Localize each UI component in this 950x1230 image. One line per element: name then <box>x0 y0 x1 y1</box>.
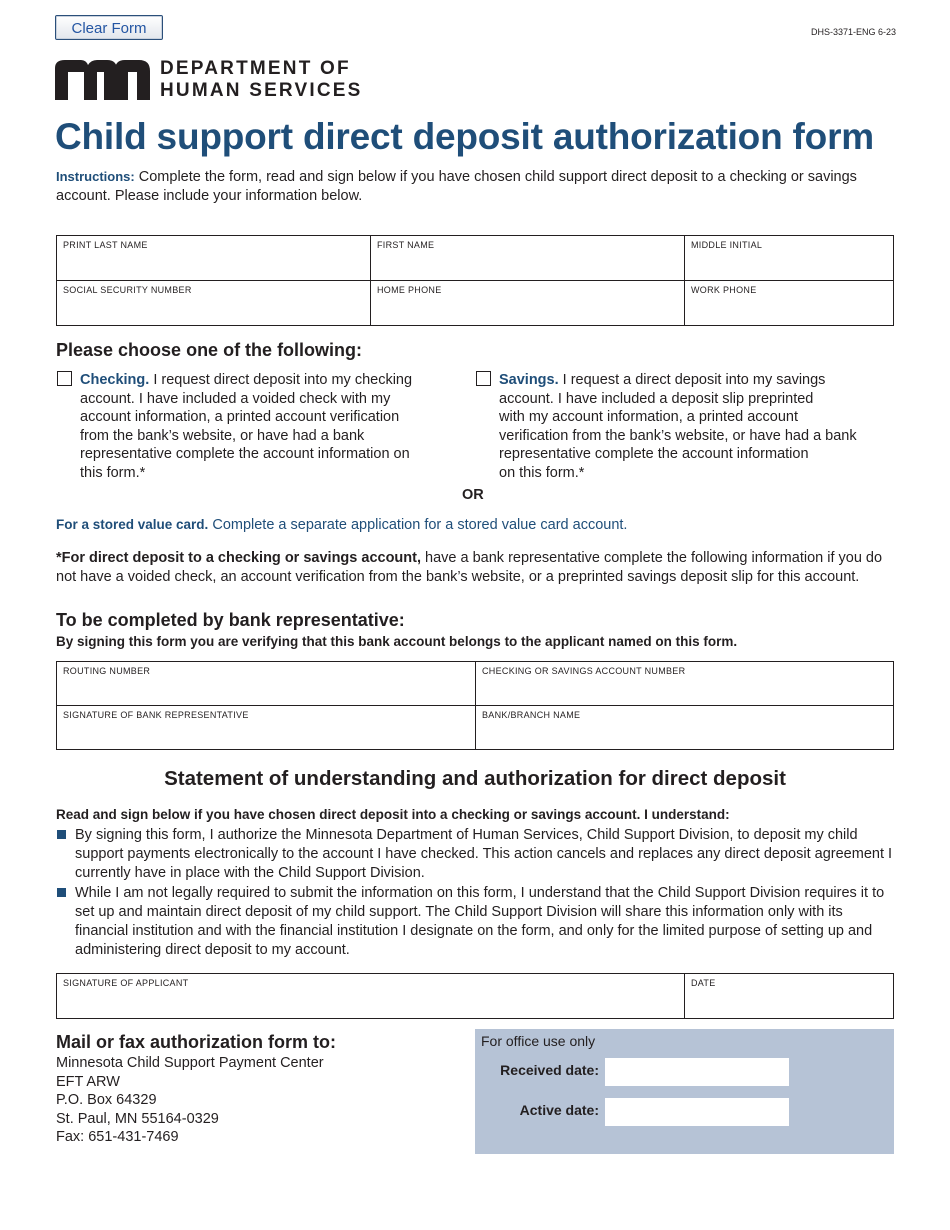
savings-line-1: I request a direct deposit into my savings <box>562 372 826 388</box>
page-title: Child support direct deposit authorization form <box>55 116 874 157</box>
bank-branch-label: BANK/BRANCH NAME <box>482 710 581 720</box>
routing-number-label: ROUTING NUMBER <box>63 666 151 676</box>
dept-line-1: DEPARTMENT OF <box>160 58 351 79</box>
received-date-label: Received date: <box>500 1062 599 1078</box>
home-phone-label: HOME PHONE <box>377 285 442 295</box>
instructions-lead: Instructions: <box>56 169 135 184</box>
checking-line-3: account information, a printed account verification <box>80 409 400 425</box>
mail-heading: Mail or fax authorization form to: <box>56 1032 337 1052</box>
choose-heading: Please choose one of the following: <box>56 340 363 360</box>
savings-label: Savings. <box>499 372 559 388</box>
home-phone-field[interactable] <box>371 281 685 325</box>
work-phone-label: WORK PHONE <box>691 285 757 295</box>
bullet-square-icon <box>57 888 66 897</box>
checking-checkbox[interactable] <box>57 371 72 386</box>
office-use-title: For office use only <box>481 1033 596 1049</box>
last-name-label: PRINT LAST NAME <box>63 240 148 250</box>
mail-line-5: Fax: 651-431-7469 <box>56 1129 179 1145</box>
received-date-input[interactable] <box>605 1058 789 1086</box>
bank-rep-signature-field[interactable] <box>57 706 476 749</box>
first-name-label: FIRST NAME <box>377 240 435 250</box>
active-date-label: Active date: <box>519 1102 599 1118</box>
dept-line-2: HUMAN SERVICES <box>160 80 363 101</box>
bullet-1-text: By signing this form, I authorize the Minnesota Department of Human Services, Child Support Division, to deposit my child support payments electronically to the account I have checked. This action cancels and replaces any direct deposit agreement I currently have in place with the Child Support Division. <box>75 827 893 881</box>
direct-deposit-note <box>56 549 896 586</box>
routing-number-field[interactable] <box>57 662 476 706</box>
mail-line-3: P.O. Box 64329 <box>56 1092 157 1108</box>
bullet-2-text: While I am not legally required to submit the information on this form, I understand that the Child Support Division requires it to set up and maintain direct deposit of my child support. The Child Support Division will share this information only with its financial institution and with the financial institution I designate on the form, and only for the limited purpose of setting up and administering direct deposit to my account. <box>75 885 885 958</box>
date-label: DATE <box>691 978 716 988</box>
first-name-field[interactable] <box>371 236 685 281</box>
checking-option <box>80 371 460 482</box>
form-code: DHS-3371-ENG 6-23 <box>810 27 896 37</box>
savings-line-2: account. I have included a deposit slip preprinted <box>499 390 814 407</box>
date-field[interactable] <box>685 974 893 1018</box>
savings-line-6: on this form.* <box>499 464 585 481</box>
bank-heading: To be completed by bank representative: <box>56 610 405 630</box>
last-name-field[interactable] <box>57 236 371 281</box>
bank-info-table <box>56 661 894 750</box>
checking-line-2: account. I have included a voided check with my <box>80 390 391 407</box>
bullet-square-icon <box>57 830 66 839</box>
work-phone-field[interactable] <box>685 281 893 325</box>
statement-bullets <box>56 826 898 962</box>
checking-line-4: from the bank’s website, or have had a bank <box>80 427 365 444</box>
mn-logo-icon <box>55 60 150 100</box>
bank-subheading: By signing this form you are verifying that this bank account belongs to the applicant named on this form. <box>56 634 738 649</box>
savings-line-4: verification from the bank’s website, or have had a bank <box>499 427 857 444</box>
instructions <box>56 168 901 205</box>
bank-rep-signature-label: SIGNATURE OF BANK REPRESENTATIVE <box>63 710 249 720</box>
checking-label: Checking. <box>80 372 150 388</box>
mail-line-4: St. Paul, MN 55164-0329 <box>56 1110 219 1127</box>
checking-line-6: this form.* <box>80 464 146 481</box>
ssn-label: SOCIAL SECURITY NUMBER <box>63 285 192 295</box>
ssn-field[interactable] <box>57 281 371 325</box>
stored-value-lead: For a stored value card. <box>56 517 209 532</box>
mailing-address <box>56 1054 324 1147</box>
applicant-signature-label: SIGNATURE OF APPLICANT <box>63 978 189 988</box>
mail-line-2: EFT ARW <box>56 1073 120 1090</box>
active-date-input[interactable] <box>605 1098 789 1126</box>
mail-line-1: Minnesota Child Support Payment Center <box>56 1055 324 1071</box>
statement-title: Statement of understanding and authorization for direct deposit <box>164 767 786 790</box>
checking-line-5: representative complete the account information on <box>80 446 410 462</box>
middle-initial-label: MIDDLE INITIAL <box>691 240 763 250</box>
savings-checkbox[interactable] <box>476 371 491 386</box>
clear-form-button[interactable]: Clear Form <box>55 15 163 40</box>
stored-value-text: Complete a separate application for a stored value card account. <box>212 517 628 533</box>
bank-branch-field[interactable] <box>476 706 893 749</box>
list-item <box>56 884 898 959</box>
savings-line-5: representative complete the account information <box>499 446 809 462</box>
stored-value-card-note <box>56 517 627 533</box>
list-item <box>56 826 898 882</box>
account-number-field[interactable] <box>476 662 893 706</box>
account-number-label: CHECKING OR SAVINGS ACCOUNT NUMBER <box>482 666 686 676</box>
checking-line-1: I request direct deposit into my checking <box>153 372 413 388</box>
read-sign-text: Read and sign below if you have chosen direct deposit into a checking or savings account. I understand: <box>56 807 730 822</box>
note-text: have a bank representative complete the following information if you do not have a voided check, an account verification from the bank’s website, or a preprinted savings deposit slip for this account. <box>56 550 883 585</box>
or-divider-text: OR <box>462 487 484 503</box>
applicant-signature-table <box>56 973 894 1019</box>
applicant-signature-field[interactable] <box>57 974 685 1018</box>
office-use-box <box>475 1029 894 1154</box>
savings-option <box>499 371 899 482</box>
department-name <box>160 58 363 102</box>
instructions-text: Complete the form, read and sign below if you have chosen child support direct deposit to a checking or savings account. Please include your information below. <box>56 169 857 204</box>
applicant-info-table <box>56 235 894 326</box>
note-lead: *For direct deposit to a checking or savings account, <box>56 550 421 566</box>
savings-line-3: with my account information, a printed account <box>499 409 799 425</box>
middle-initial-field[interactable] <box>685 236 893 281</box>
